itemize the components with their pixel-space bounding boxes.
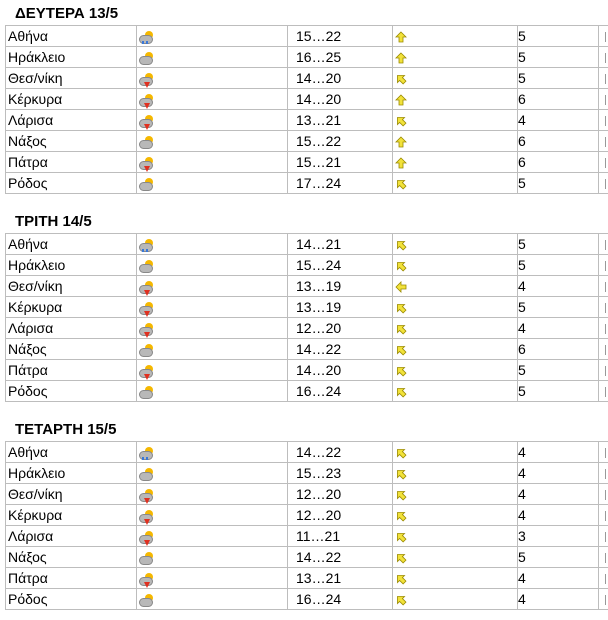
wind-direction-cell <box>393 484 518 505</box>
arrow-diagonal-icon <box>395 489 407 501</box>
weather-icon-cell <box>137 463 288 484</box>
arrow-diagonal-icon <box>395 531 407 543</box>
temperature-cell: 12…20 <box>288 484 393 505</box>
arrow-diagonal-icon <box>395 178 407 190</box>
city-cell: Πάτρα <box>6 360 137 381</box>
city-cell: Ρόδος <box>6 173 137 194</box>
wind-force-cell: 5 <box>518 68 599 89</box>
city-cell: Πάτρα <box>6 568 137 589</box>
partly-cloudy-rain-icon <box>139 239 154 252</box>
arrow-diagonal-icon <box>395 510 407 522</box>
city-cell: Ηράκλειο <box>6 463 137 484</box>
weather-icon-cell <box>137 173 288 194</box>
weather-icon-cell <box>137 318 288 339</box>
partly-cloudy-icon <box>139 594 154 607</box>
wind-force-cell: 3 <box>518 526 599 547</box>
temperature-cell: 15…22 <box>288 131 393 152</box>
table-row <box>6 297 608 318</box>
weather-icon-cell <box>137 152 288 173</box>
wind-direction-cell <box>393 339 518 360</box>
table-row <box>6 234 608 255</box>
table-row <box>6 26 608 47</box>
wind-force-cell: 6 <box>518 131 599 152</box>
extra-cell <box>599 26 608 47</box>
extra-cell <box>599 318 608 339</box>
wind-direction-cell <box>393 318 518 339</box>
wind-force-cell: 4 <box>518 442 599 463</box>
arrow-diagonal-icon <box>395 115 407 127</box>
extra-cell <box>599 47 608 68</box>
temperature-cell: 15…23 <box>288 463 393 484</box>
day-section <box>5 3 603 194</box>
city-cell: Ηράκλειο <box>6 255 137 276</box>
table-row <box>6 568 608 589</box>
wind-force-cell: 5 <box>518 26 599 47</box>
thunderstorm-icon <box>139 157 154 170</box>
extra-cell <box>599 173 608 194</box>
wind-force-cell: 4 <box>518 589 599 610</box>
weather-icon-cell <box>137 568 288 589</box>
temperature-cell: 14…22 <box>288 339 393 360</box>
wind-direction-cell <box>393 463 518 484</box>
wind-force-cell: 5 <box>518 297 599 318</box>
arrow-diagonal-icon <box>395 73 407 85</box>
arrow-diagonal-icon <box>395 302 407 314</box>
arrow-up-icon <box>395 31 407 43</box>
table-row <box>6 589 608 610</box>
arrow-diagonal-icon <box>395 573 407 585</box>
extra-cell <box>599 547 608 568</box>
extra-cell <box>599 68 608 89</box>
temperature-cell: 14…20 <box>288 89 393 110</box>
partly-cloudy-icon <box>139 136 154 149</box>
arrow-diagonal-icon <box>395 344 407 356</box>
wind-direction-cell <box>393 381 518 402</box>
city-cell: Λάρισα <box>6 526 137 547</box>
wind-direction-cell <box>393 26 518 47</box>
forecast-table <box>5 233 608 402</box>
temperature-cell: 15…24 <box>288 255 393 276</box>
temperature-cell: 13…21 <box>288 110 393 131</box>
table-row <box>6 463 608 484</box>
table-row <box>6 255 608 276</box>
wind-direction-cell <box>393 173 518 194</box>
wind-direction-cell <box>393 547 518 568</box>
city-cell: Ρόδος <box>6 589 137 610</box>
weather-icon-cell <box>137 89 288 110</box>
arrow-diagonal-icon <box>395 594 407 606</box>
partly-cloudy-icon <box>139 552 154 565</box>
thunderstorm-icon <box>139 323 154 336</box>
wind-force-cell: 4 <box>518 568 599 589</box>
day-title: ΤΕΤΑΡΤΗ 15/5 <box>15 421 117 438</box>
wind-force-cell: 4 <box>518 318 599 339</box>
table-row <box>6 547 608 568</box>
arrow-up-icon <box>395 94 407 106</box>
partly-cloudy-rain-icon <box>139 447 154 460</box>
city-cell: Αθήνα <box>6 234 137 255</box>
thunderstorm-icon <box>139 489 154 502</box>
extra-cell <box>599 484 608 505</box>
temperature-cell: 16…24 <box>288 381 393 402</box>
arrow-diagonal-icon <box>395 386 407 398</box>
table-row <box>6 89 608 110</box>
wind-force-cell: 4 <box>518 463 599 484</box>
wind-force-cell: 5 <box>518 360 599 381</box>
temperature-cell: 16…24 <box>288 589 393 610</box>
arrow-diagonal-icon <box>395 365 407 377</box>
wind-direction-cell <box>393 589 518 610</box>
day-section <box>5 211 603 402</box>
temperature-cell: 13…21 <box>288 568 393 589</box>
temperature-cell: 13…19 <box>288 297 393 318</box>
wind-direction-cell <box>393 276 518 297</box>
extra-cell <box>599 276 608 297</box>
wind-direction-cell <box>393 442 518 463</box>
thunderstorm-icon <box>139 365 154 378</box>
city-cell: Νάξος <box>6 339 137 360</box>
extra-cell <box>599 131 608 152</box>
wind-direction-cell <box>393 505 518 526</box>
arrow-diagonal-icon <box>395 468 407 480</box>
table-row <box>6 381 608 402</box>
city-cell: Λάρισα <box>6 318 137 339</box>
temperature-cell: 12…20 <box>288 318 393 339</box>
temperature-cell: 14…20 <box>288 360 393 381</box>
city-cell: Πάτρα <box>6 152 137 173</box>
forecast-table <box>5 441 608 610</box>
weather-icon-cell <box>137 484 288 505</box>
weather-icon-cell <box>137 589 288 610</box>
partly-cloudy-icon <box>139 386 154 399</box>
table-row <box>6 442 608 463</box>
arrow-left-icon <box>395 281 407 293</box>
temperature-cell: 11…21 <box>288 526 393 547</box>
weather-icon-cell <box>137 26 288 47</box>
extra-cell <box>599 89 608 110</box>
city-cell: Θεσ/νίκη <box>6 484 137 505</box>
city-cell: Κέρκυρα <box>6 505 137 526</box>
extra-cell <box>599 442 608 463</box>
weather-icon-cell <box>137 339 288 360</box>
weather-icon-cell <box>137 442 288 463</box>
city-cell: Αθήνα <box>6 26 137 47</box>
table-row <box>6 318 608 339</box>
day-title: ΤΡΙΤΗ 14/5 <box>15 213 92 230</box>
city-cell: Κέρκυρα <box>6 89 137 110</box>
thunderstorm-icon <box>139 73 154 86</box>
weather-icon-cell <box>137 131 288 152</box>
wind-force-cell: 5 <box>518 234 599 255</box>
table-row <box>6 505 608 526</box>
wind-force-cell: 4 <box>518 276 599 297</box>
arrow-diagonal-icon <box>395 447 407 459</box>
weather-icon-cell <box>137 381 288 402</box>
table-row <box>6 152 608 173</box>
table-row <box>6 360 608 381</box>
weather-icon-cell <box>137 360 288 381</box>
arrow-diagonal-icon <box>395 239 407 251</box>
weather-icon-cell <box>137 68 288 89</box>
temperature-cell: 14…21 <box>288 234 393 255</box>
wind-direction-cell <box>393 47 518 68</box>
wind-force-cell: 6 <box>518 89 599 110</box>
wind-direction-cell <box>393 568 518 589</box>
city-cell: Αθήνα <box>6 442 137 463</box>
wind-direction-cell <box>393 110 518 131</box>
wind-force-cell: 4 <box>518 505 599 526</box>
extra-cell <box>599 255 608 276</box>
wind-force-cell: 5 <box>518 255 599 276</box>
forecast-table <box>5 25 608 194</box>
weather-icon-cell <box>137 234 288 255</box>
extra-cell <box>599 152 608 173</box>
wind-force-cell: 5 <box>518 547 599 568</box>
city-cell: Θεσ/νίκη <box>6 68 137 89</box>
extra-cell <box>599 589 608 610</box>
extra-cell <box>599 505 608 526</box>
wind-direction-cell <box>393 131 518 152</box>
arrow-diagonal-icon <box>395 323 407 335</box>
wind-direction-cell <box>393 255 518 276</box>
partly-cloudy-icon <box>139 178 154 191</box>
arrow-diagonal-icon <box>395 260 407 272</box>
wind-force-cell: 5 <box>518 173 599 194</box>
weather-icon-cell <box>137 526 288 547</box>
thunderstorm-icon <box>139 510 154 523</box>
day-title: ΔΕΥΤΕΡΑ 13/5 <box>15 5 119 22</box>
extra-cell <box>599 568 608 589</box>
wind-direction-cell <box>393 152 518 173</box>
temperature-cell: 14…20 <box>288 68 393 89</box>
temperature-cell: 15…22 <box>288 26 393 47</box>
wind-force-cell: 4 <box>518 110 599 131</box>
wind-direction-cell <box>393 526 518 547</box>
thunderstorm-icon <box>139 531 154 544</box>
table-row <box>6 526 608 547</box>
arrow-up-icon <box>395 52 407 64</box>
wind-force-cell: 4 <box>518 484 599 505</box>
table-row <box>6 47 608 68</box>
thunderstorm-icon <box>139 281 154 294</box>
thunderstorm-icon <box>139 94 154 107</box>
partly-cloudy-icon <box>139 260 154 273</box>
arrow-up-icon <box>395 157 407 169</box>
thunderstorm-icon <box>139 115 154 128</box>
wind-force-cell: 6 <box>518 152 599 173</box>
city-cell: Θεσ/νίκη <box>6 276 137 297</box>
city-cell: Λάρισα <box>6 110 137 131</box>
weather-icon-cell <box>137 276 288 297</box>
extra-cell <box>599 463 608 484</box>
extra-cell <box>599 360 608 381</box>
wind-direction-cell <box>393 297 518 318</box>
partly-cloudy-icon <box>139 52 154 65</box>
temperature-cell: 12…20 <box>288 505 393 526</box>
extra-cell <box>599 234 608 255</box>
extra-cell <box>599 526 608 547</box>
temperature-cell: 17…24 <box>288 173 393 194</box>
temperature-cell: 14…22 <box>288 442 393 463</box>
thunderstorm-icon <box>139 573 154 586</box>
weather-icon-cell <box>137 255 288 276</box>
weather-icon-cell <box>137 297 288 318</box>
arrow-diagonal-icon <box>395 552 407 564</box>
temperature-cell: 13…19 <box>288 276 393 297</box>
arrow-up-icon <box>395 136 407 148</box>
wind-direction-cell <box>393 68 518 89</box>
extra-cell <box>599 110 608 131</box>
weather-icon-cell <box>137 547 288 568</box>
table-row <box>6 339 608 360</box>
table-row <box>6 276 608 297</box>
partly-cloudy-icon <box>139 344 154 357</box>
table-row <box>6 68 608 89</box>
extra-cell <box>599 381 608 402</box>
day-section <box>5 419 603 610</box>
weather-icon-cell <box>137 110 288 131</box>
weather-icon-cell <box>137 47 288 68</box>
partly-cloudy-icon <box>139 468 154 481</box>
wind-direction-cell <box>393 234 518 255</box>
city-cell: Ρόδος <box>6 381 137 402</box>
temperature-cell: 16…25 <box>288 47 393 68</box>
temperature-cell: 15…21 <box>288 152 393 173</box>
wind-direction-cell <box>393 360 518 381</box>
wind-direction-cell <box>393 89 518 110</box>
weather-icon-cell <box>137 505 288 526</box>
partly-cloudy-rain-icon <box>139 31 154 44</box>
thunderstorm-icon <box>139 302 154 315</box>
table-row <box>6 131 608 152</box>
wind-force-cell: 5 <box>518 47 599 68</box>
table-row <box>6 173 608 194</box>
extra-cell <box>599 339 608 360</box>
city-cell: Κέρκυρα <box>6 297 137 318</box>
city-cell: Ηράκλειο <box>6 47 137 68</box>
city-cell: Νάξος <box>6 547 137 568</box>
extra-cell <box>599 297 608 318</box>
table-row <box>6 484 608 505</box>
city-cell: Νάξος <box>6 131 137 152</box>
table-row <box>6 110 608 131</box>
temperature-cell: 14…22 <box>288 547 393 568</box>
wind-force-cell: 5 <box>518 381 599 402</box>
wind-force-cell: 6 <box>518 339 599 360</box>
